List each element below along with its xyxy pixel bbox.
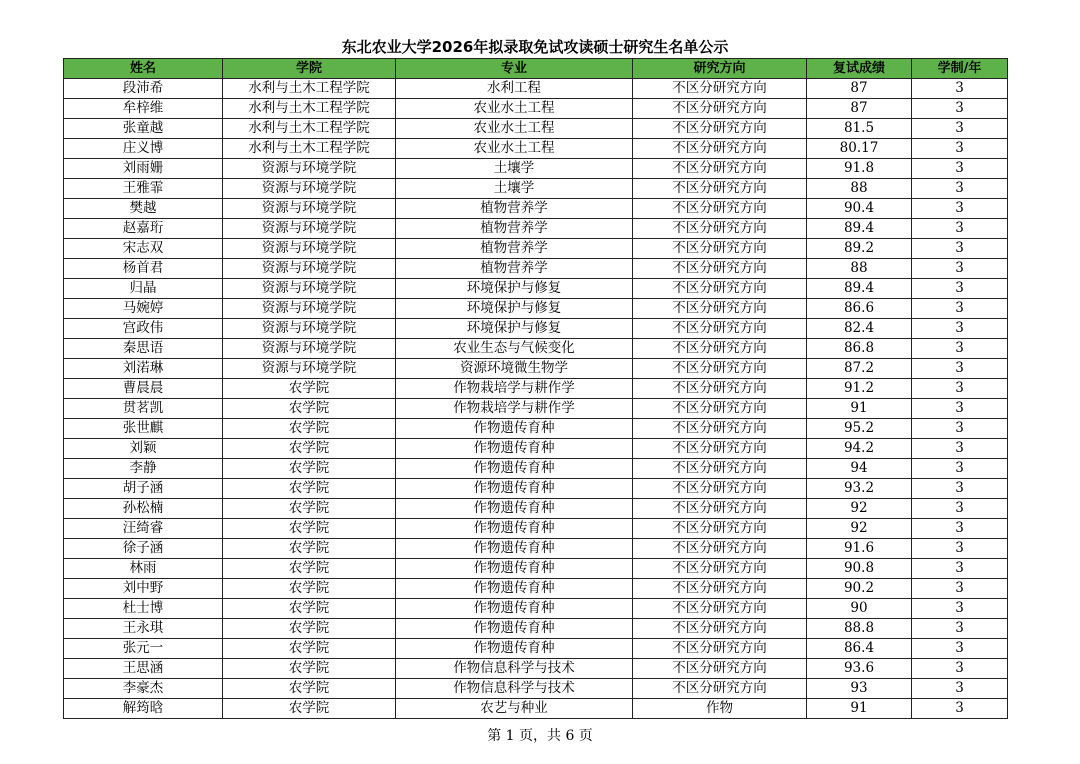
table-row — [64, 159, 1008, 179]
cell-college: 农学院 — [223, 579, 396, 599]
cell-direction: 不区分研究方向 — [633, 639, 807, 659]
cell-duration: 3 — [912, 439, 1008, 459]
cell-major: 植物营养学 — [396, 259, 633, 279]
cell-direction: 不区分研究方向 — [633, 479, 807, 499]
cell-major: 作物栽培学与耕作学 — [396, 379, 633, 399]
cell-score: 94 — [807, 459, 912, 479]
cell-direction: 不区分研究方向 — [633, 359, 807, 379]
table-row — [64, 519, 1008, 539]
cell-direction: 不区分研究方向 — [633, 459, 807, 479]
cell-direction: 不区分研究方向 — [633, 379, 807, 399]
cell-direction: 不区分研究方向 — [633, 579, 807, 599]
cell-direction: 不区分研究方向 — [633, 419, 807, 439]
cell-name: 张世麒 — [64, 419, 223, 439]
cell-name: 徐子涵 — [64, 539, 223, 559]
cell-score: 90.4 — [807, 199, 912, 219]
cell-major: 农业水土工程 — [396, 99, 633, 119]
cell-college: 农学院 — [223, 619, 396, 639]
cell-duration: 3 — [912, 699, 1008, 719]
column-header-college: 学院 — [223, 59, 396, 79]
cell-score: 87.2 — [807, 359, 912, 379]
cell-duration: 3 — [912, 319, 1008, 339]
cell-duration: 3 — [912, 479, 1008, 499]
cell-direction: 不区分研究方向 — [633, 539, 807, 559]
table-row — [64, 479, 1008, 499]
cell-duration: 3 — [912, 559, 1008, 579]
cell-name: 牟梓维 — [64, 99, 223, 119]
cell-score: 93.6 — [807, 659, 912, 679]
column-header-duration: 学制/年 — [912, 59, 1008, 79]
cell-score: 81.5 — [807, 119, 912, 139]
cell-direction: 不区分研究方向 — [633, 199, 807, 219]
cell-major: 作物遗传育种 — [396, 579, 633, 599]
cell-college: 农学院 — [223, 399, 396, 419]
table-row — [64, 99, 1008, 119]
cell-college: 农学院 — [223, 519, 396, 539]
table-row — [64, 439, 1008, 459]
cell-score: 89.4 — [807, 219, 912, 239]
table-row — [64, 399, 1008, 419]
cell-score: 91.8 — [807, 159, 912, 179]
cell-major: 环境保护与修复 — [396, 319, 633, 339]
table-header-row — [64, 59, 1008, 79]
table-row — [64, 379, 1008, 399]
cell-college: 农学院 — [223, 419, 396, 439]
cell-score: 91 — [807, 399, 912, 419]
cell-major: 作物遗传育种 — [396, 559, 633, 579]
cell-direction: 不区分研究方向 — [633, 499, 807, 519]
cell-duration: 3 — [912, 539, 1008, 559]
cell-score: 86.6 — [807, 299, 912, 319]
cell-duration: 3 — [912, 679, 1008, 699]
cell-major: 植物营养学 — [396, 219, 633, 239]
cell-direction: 不区分研究方向 — [633, 79, 807, 99]
cell-name: 贯茗凯 — [64, 399, 223, 419]
cell-score: 87 — [807, 79, 912, 99]
table-row — [64, 639, 1008, 659]
table-row — [64, 219, 1008, 239]
cell-name: 刘雨姗 — [64, 159, 223, 179]
cell-name: 李豪杰 — [64, 679, 223, 699]
cell-name: 张童越 — [64, 119, 223, 139]
cell-direction: 不区分研究方向 — [633, 279, 807, 299]
cell-score: 90.2 — [807, 579, 912, 599]
cell-major: 作物遗传育种 — [396, 439, 633, 459]
cell-duration: 3 — [912, 379, 1008, 399]
cell-score: 92 — [807, 499, 912, 519]
cell-name: 刘中野 — [64, 579, 223, 599]
cell-score: 86.4 — [807, 639, 912, 659]
cell-college: 资源与环境学院 — [223, 239, 396, 259]
table-row — [64, 599, 1008, 619]
table-row — [64, 319, 1008, 339]
cell-duration: 3 — [912, 579, 1008, 599]
cell-score: 94.2 — [807, 439, 912, 459]
table-row — [64, 539, 1008, 559]
cell-college: 农学院 — [223, 499, 396, 519]
cell-major: 作物遗传育种 — [396, 459, 633, 479]
table-row — [64, 339, 1008, 359]
cell-name: 秦思语 — [64, 339, 223, 359]
cell-direction: 不区分研究方向 — [633, 659, 807, 679]
cell-college: 农学院 — [223, 699, 396, 719]
cell-duration: 3 — [912, 79, 1008, 99]
cell-direction: 不区分研究方向 — [633, 399, 807, 419]
table-row — [64, 359, 1008, 379]
cell-name: 张元一 — [64, 639, 223, 659]
cell-direction: 不区分研究方向 — [633, 339, 807, 359]
cell-college: 资源与环境学院 — [223, 299, 396, 319]
table-row — [64, 279, 1008, 299]
cell-name: 王雅霏 — [64, 179, 223, 199]
cell-score: 89.2 — [807, 239, 912, 259]
cell-name: 孙松楠 — [64, 499, 223, 519]
cell-major: 环境保护与修复 — [396, 299, 633, 319]
cell-direction: 不区分研究方向 — [633, 679, 807, 699]
table-row — [64, 459, 1008, 479]
cell-duration: 3 — [912, 179, 1008, 199]
cell-score: 91 — [807, 699, 912, 719]
column-header-name: 姓名 — [64, 59, 223, 79]
table-row — [64, 199, 1008, 219]
cell-college: 资源与环境学院 — [223, 319, 396, 339]
cell-direction: 不区分研究方向 — [633, 159, 807, 179]
cell-duration: 3 — [912, 299, 1008, 319]
cell-major: 水利工程 — [396, 79, 633, 99]
cell-duration: 3 — [912, 219, 1008, 239]
cell-major: 植物营养学 — [396, 239, 633, 259]
cell-major: 植物营养学 — [396, 199, 633, 219]
cell-college: 农学院 — [223, 439, 396, 459]
cell-college: 水利与土木工程学院 — [223, 79, 396, 99]
table-row — [64, 679, 1008, 699]
cell-score: 89.4 — [807, 279, 912, 299]
cell-score: 88.8 — [807, 619, 912, 639]
cell-duration: 3 — [912, 419, 1008, 439]
cell-direction: 不区分研究方向 — [633, 99, 807, 119]
cell-duration: 3 — [912, 399, 1008, 419]
cell-name: 刘渃琳 — [64, 359, 223, 379]
cell-college: 资源与环境学院 — [223, 359, 396, 379]
cell-name: 曹晨晨 — [64, 379, 223, 399]
cell-name: 马婉婷 — [64, 299, 223, 319]
cell-name: 宫政伟 — [64, 319, 223, 339]
table-row — [64, 659, 1008, 679]
cell-name: 解筠晗 — [64, 699, 223, 719]
cell-major: 作物信息科学与技术 — [396, 679, 633, 699]
cell-score: 86.8 — [807, 339, 912, 359]
admission-table — [63, 58, 1008, 719]
cell-direction: 不区分研究方向 — [633, 219, 807, 239]
cell-college: 资源与环境学院 — [223, 179, 396, 199]
table-row — [64, 579, 1008, 599]
cell-score: 93.2 — [807, 479, 912, 499]
cell-score: 87 — [807, 99, 912, 119]
cell-direction: 不区分研究方向 — [633, 559, 807, 579]
page-title: 东北农业大学2026年拟录取免试攻读硕士研究生名单公示 — [341, 38, 729, 56]
cell-college: 水利与土木工程学院 — [223, 119, 396, 139]
cell-duration: 3 — [912, 119, 1008, 139]
table-row — [64, 79, 1008, 99]
cell-major: 作物栽培学与耕作学 — [396, 399, 633, 419]
cell-duration: 3 — [912, 99, 1008, 119]
cell-major: 农业水土工程 — [396, 119, 633, 139]
cell-college: 农学院 — [223, 679, 396, 699]
cell-name: 王永琪 — [64, 619, 223, 639]
cell-major: 资源环境微生物学 — [396, 359, 633, 379]
cell-college: 资源与环境学院 — [223, 279, 396, 299]
table-body — [64, 79, 1008, 719]
cell-name: 汪绮睿 — [64, 519, 223, 539]
cell-college: 资源与环境学院 — [223, 339, 396, 359]
cell-duration: 3 — [912, 139, 1008, 159]
cell-college: 资源与环境学院 — [223, 259, 396, 279]
cell-score: 88 — [807, 259, 912, 279]
cell-duration: 3 — [912, 159, 1008, 179]
cell-direction: 不区分研究方向 — [633, 119, 807, 139]
cell-direction: 不区分研究方向 — [633, 179, 807, 199]
cell-duration: 3 — [912, 339, 1008, 359]
cell-name: 归晶 — [64, 279, 223, 299]
cell-major: 环境保护与修复 — [396, 279, 633, 299]
table-row — [64, 179, 1008, 199]
cell-major: 作物遗传育种 — [396, 479, 633, 499]
cell-name: 王思涵 — [64, 659, 223, 679]
cell-major: 土壤学 — [396, 179, 633, 199]
cell-score: 82.4 — [807, 319, 912, 339]
cell-name: 林雨 — [64, 559, 223, 579]
cell-duration: 3 — [912, 659, 1008, 679]
cell-name: 赵嘉珩 — [64, 219, 223, 239]
table-row — [64, 119, 1008, 139]
column-header-direction: 研究方向 — [633, 59, 807, 79]
cell-score: 91.6 — [807, 539, 912, 559]
table-row — [64, 499, 1008, 519]
cell-direction: 不区分研究方向 — [633, 439, 807, 459]
cell-direction: 不区分研究方向 — [633, 519, 807, 539]
cell-college: 农学院 — [223, 479, 396, 499]
cell-direction: 不区分研究方向 — [633, 259, 807, 279]
table-row — [64, 559, 1008, 579]
cell-direction: 不区分研究方向 — [633, 319, 807, 339]
cell-major: 作物遗传育种 — [396, 599, 633, 619]
cell-duration: 3 — [912, 279, 1008, 299]
cell-college: 农学院 — [223, 639, 396, 659]
cell-major: 作物遗传育种 — [396, 639, 633, 659]
cell-score: 90 — [807, 599, 912, 619]
table-row — [64, 239, 1008, 259]
cell-duration: 3 — [912, 499, 1008, 519]
cell-score: 95.2 — [807, 419, 912, 439]
table-row — [64, 419, 1008, 439]
table-row — [64, 619, 1008, 639]
cell-college: 资源与环境学院 — [223, 199, 396, 219]
cell-college: 农学院 — [223, 559, 396, 579]
cell-direction: 不区分研究方向 — [633, 139, 807, 159]
cell-duration: 3 — [912, 599, 1008, 619]
cell-name: 刘颖 — [64, 439, 223, 459]
cell-major: 作物遗传育种 — [396, 419, 633, 439]
cell-direction: 不区分研究方向 — [633, 299, 807, 319]
cell-college: 水利与土木工程学院 — [223, 139, 396, 159]
cell-score: 93 — [807, 679, 912, 699]
cell-direction: 作物 — [633, 699, 807, 719]
table-row — [64, 699, 1008, 719]
cell-name: 杜士博 — [64, 599, 223, 619]
cell-major: 土壤学 — [396, 159, 633, 179]
table-row — [64, 139, 1008, 159]
cell-score: 88 — [807, 179, 912, 199]
cell-direction: 不区分研究方向 — [633, 619, 807, 639]
cell-duration: 3 — [912, 259, 1008, 279]
cell-college: 农学院 — [223, 599, 396, 619]
cell-name: 李静 — [64, 459, 223, 479]
cell-college: 农学院 — [223, 459, 396, 479]
table-row — [64, 299, 1008, 319]
cell-score: 80.17 — [807, 139, 912, 159]
cell-college: 农学院 — [223, 539, 396, 559]
cell-major: 作物遗传育种 — [396, 539, 633, 559]
cell-college: 农学院 — [223, 379, 396, 399]
column-header-major: 专业 — [396, 59, 633, 79]
cell-duration: 3 — [912, 459, 1008, 479]
cell-duration: 3 — [912, 199, 1008, 219]
cell-score: 92 — [807, 519, 912, 539]
cell-score: 90.8 — [807, 559, 912, 579]
cell-name: 樊越 — [64, 199, 223, 219]
cell-major: 作物遗传育种 — [396, 619, 633, 639]
cell-duration: 3 — [912, 519, 1008, 539]
cell-duration: 3 — [912, 619, 1008, 639]
cell-major: 作物遗传育种 — [396, 499, 633, 519]
cell-college: 水利与土木工程学院 — [223, 99, 396, 119]
cell-direction: 不区分研究方向 — [633, 239, 807, 259]
column-header-score: 复试成绩 — [807, 59, 912, 79]
cell-name: 宋志双 — [64, 239, 223, 259]
cell-direction: 不区分研究方向 — [633, 599, 807, 619]
cell-name: 杨首君 — [64, 259, 223, 279]
table-row — [64, 259, 1008, 279]
cell-college: 资源与环境学院 — [223, 219, 396, 239]
cell-major: 作物遗传育种 — [396, 519, 633, 539]
cell-name: 段沛希 — [64, 79, 223, 99]
cell-duration: 3 — [912, 239, 1008, 259]
cell-score: 91.2 — [807, 379, 912, 399]
cell-name: 庄义博 — [64, 139, 223, 159]
cell-college: 资源与环境学院 — [223, 159, 396, 179]
cell-duration: 3 — [912, 359, 1008, 379]
cell-major: 农业水土工程 — [396, 139, 633, 159]
cell-major: 农艺与种业 — [396, 699, 633, 719]
cell-duration: 3 — [912, 639, 1008, 659]
cell-major: 作物信息科学与技术 — [396, 659, 633, 679]
cell-major: 农业生态与气候变化 — [396, 339, 633, 359]
cell-college: 农学院 — [223, 659, 396, 679]
cell-name: 胡子涵 — [64, 479, 223, 499]
page-footer: 第 1 页，共 6 页 — [487, 728, 593, 744]
